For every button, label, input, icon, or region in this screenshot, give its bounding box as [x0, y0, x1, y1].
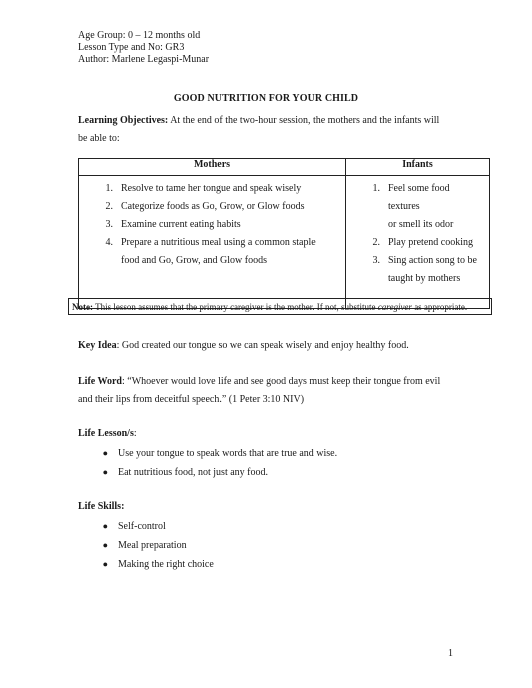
- life-skills-heading: Life Skills:: [78, 501, 125, 512]
- infants-objective: 2. Play pretend cooking: [372, 237, 473, 248]
- list-item: ● Self-control: [102, 521, 166, 532]
- life-word: [78, 373, 498, 409]
- learning-objectives-text: At the end of the two-hour session, the mothers and the infants will: [168, 115, 440, 126]
- mothers-cell: [79, 176, 346, 309]
- objectives-table: [78, 158, 490, 309]
- life-word-text: : “Whoever would love life and see good days must keep their tongue from evil: [121, 376, 441, 387]
- key-idea-text: : God created our tongue so we can speak wisely and enjoy healthy food.: [116, 340, 409, 351]
- mothers-header: Mothers: [79, 159, 346, 176]
- mothers-objective: 1. Resolve to tame her tongue and speak wisely: [105, 183, 302, 194]
- list-item: ● Use your tongue to speak words that are true and wise.: [102, 448, 338, 459]
- learning-objectives-text-cont: be able to:: [78, 133, 120, 144]
- life-word-label: Life Word: [78, 376, 122, 387]
- author: Author: Marlene Legaspi-Munar: [78, 54, 210, 65]
- mothers-objective: 4. Prepare a nutritious meal using a common staple food and Go, Grow, and Glow foods: [105, 237, 316, 266]
- list-item: ● Eat nutritious food, not just any food.: [102, 467, 268, 478]
- mothers-objective: 2. Categorize foods as Go, Grow, or Glow foods: [105, 201, 305, 212]
- note-italic: caregiver: [377, 302, 412, 312]
- life-word-text-cont: and their lips from deceitful speech.” (1 Peter 3:10 NIV): [78, 394, 305, 405]
- infants-objective: 1. Feel some food textures or smell its odor: [372, 183, 454, 230]
- key-idea: [78, 337, 478, 355]
- list-item: ● Meal preparation: [102, 540, 187, 551]
- infants-cell: [346, 176, 490, 309]
- note-label: Note:: [72, 302, 93, 312]
- mothers-objective: 3. Examine current eating habits: [105, 219, 241, 230]
- note-text: This lesson assumes that the primary caregiver is the mother. If not, substitute: [93, 302, 378, 312]
- life-lessons-heading: Life Lesson/s:: [78, 428, 137, 439]
- key-idea-label: Key Idea: [78, 340, 117, 351]
- lesson-type: Lesson Type and No: GR3: [78, 42, 185, 53]
- caregiver-note: [68, 298, 492, 315]
- life-lessons-list: [78, 444, 337, 482]
- note-text-end: as appropriate.: [411, 302, 468, 312]
- page-number: 1: [448, 648, 453, 659]
- age-group: Age Group: 0 – 12 months old: [78, 30, 201, 41]
- life-skills-list: [78, 517, 214, 574]
- infants-objective: 3. Sing action song to be taught by mothers: [372, 255, 477, 284]
- learning-objectives: [78, 112, 478, 148]
- infants-header: Infants: [346, 159, 490, 176]
- page-title: GOOD NUTRITION FOR YOUR CHILD: [173, 93, 359, 104]
- learning-objectives-label: Learning Objectives:: [78, 115, 169, 126]
- list-item: ● Making the right choice: [102, 559, 214, 570]
